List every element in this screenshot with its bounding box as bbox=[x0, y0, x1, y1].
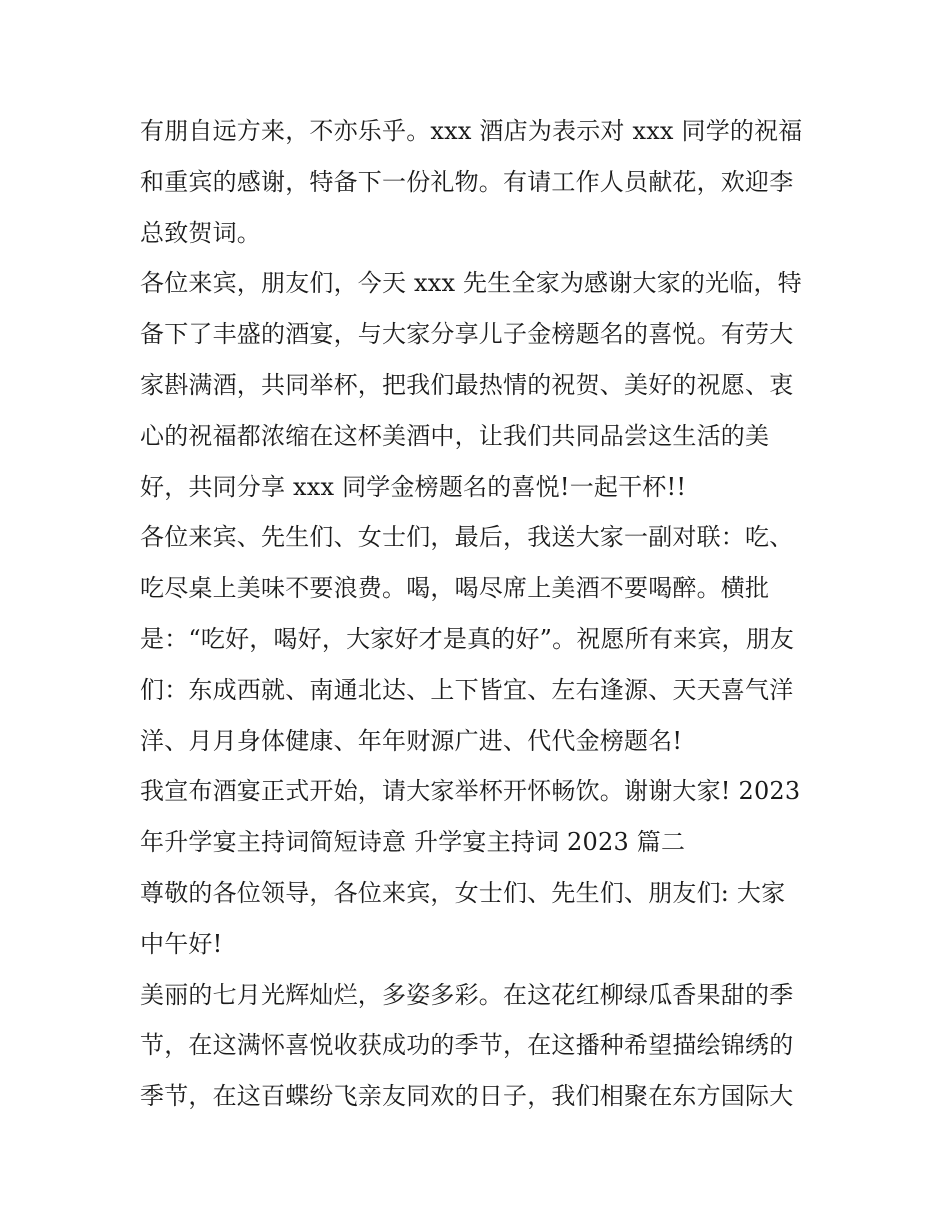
text-line: 年升学宴主持词简短诗意 升学宴主持词 2023 篇二 bbox=[140, 828, 686, 857]
text-line: 尊敬的各位领导，各位来宾，女士们、先生们、朋友们: 大家 bbox=[140, 878, 786, 907]
text-line: 美丽的七月光辉灿烂，多姿多彩。在这花红柳绿瓜香果甜的季 bbox=[140, 980, 794, 1009]
text-line: 季节，在这百蝶纷飞亲友同欢的日子，我们相聚在东方国际大 bbox=[140, 1082, 794, 1111]
text-line: 节，在这满怀喜悦收获成功的季节，在这播种希望描绘锦绣的 bbox=[140, 1031, 794, 1060]
text-line: 有朋自远方来，不亦乐乎。xxx 酒店为表示对 xxx 同学的祝福 bbox=[140, 117, 803, 145]
text-line: 备下了丰盛的酒宴，与大家分享儿子金榜题名的喜悦。有劳大 bbox=[140, 320, 794, 349]
text-line: 各位来宾，朋友们，今天 xxx 先生全家为感谢大家的光临，特 bbox=[140, 269, 802, 298]
text-line: 洋、月月身体健康、年年财源广进、代代金榜题名! bbox=[140, 726, 683, 755]
text-line: 好，共同分享 xxx 同学金榜题名的喜悦!一起干杯!! bbox=[140, 472, 687, 501]
document-body bbox=[140, 106, 815, 1122]
text-line: 是：“吃好，喝好，大家好才是真的好”。祝愿所有来宾，朋友 bbox=[140, 624, 795, 653]
text-line: 中午好! bbox=[140, 929, 223, 958]
text-line: 吃尽桌上美味不要浪费。喝，喝尽席上美酒不要喝醉。横批 bbox=[140, 574, 770, 603]
text-line: 家斟满酒，共同举杯，把我们最热情的祝贺、美好的祝愿、衷 bbox=[140, 370, 794, 399]
text-line: 和重宾的感谢，特备下一份礼物。有请工作人员献花，欢迎李 bbox=[140, 167, 794, 196]
text-line: 我宣布酒宴正式开始，请大家举杯开怀畅饮。谢谢大家! 2023 bbox=[140, 777, 801, 806]
text-line: 总致贺词。 bbox=[140, 218, 261, 247]
text-line: 各位来宾、先生们、女士们，最后，我送大家一副对联：吃、 bbox=[140, 523, 794, 552]
text-line: 们：东成西就、南通北达、上下皆宜、左右逢源、天天喜气洋 bbox=[140, 675, 794, 704]
text-line: 心的祝福都浓缩在这杯美酒中，让我们共同品尝这生活的美 bbox=[140, 421, 770, 450]
